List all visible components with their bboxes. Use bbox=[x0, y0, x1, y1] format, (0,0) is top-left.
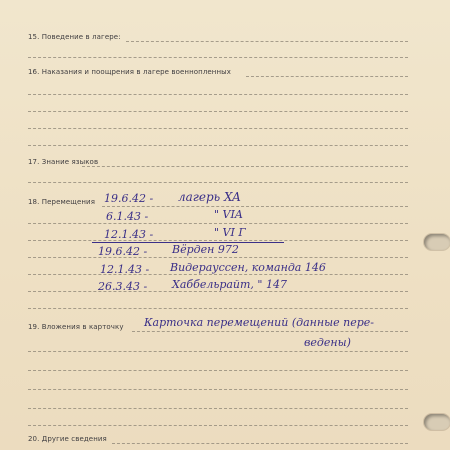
field-18-line-3 bbox=[28, 240, 408, 241]
field-20-label: 20. Другие сведения bbox=[28, 435, 107, 443]
punch-hole bbox=[424, 234, 450, 250]
movement-place: " VIA bbox=[214, 208, 243, 221]
field-18-line-2 bbox=[28, 223, 408, 224]
field-16-label: 16. Наказания и поощрения в лагере военнопленных bbox=[28, 68, 232, 76]
field-19-line-4 bbox=[28, 389, 408, 390]
field-15-line bbox=[126, 41, 408, 42]
field-18-label: 18. Перемещения bbox=[28, 198, 96, 206]
field-19-line-3 bbox=[28, 370, 408, 371]
field-17-line-2 bbox=[28, 182, 408, 183]
movement-place: лагерь XA bbox=[178, 190, 241, 204]
movement-place: Видерауссен, команда 146 bbox=[170, 261, 326, 274]
field-19-line-6 bbox=[28, 425, 408, 426]
attachment-note-line1: Карточка перемещений (данные пере- bbox=[144, 316, 374, 329]
movement-date: 12.1.43 - bbox=[104, 228, 154, 241]
movement-place: " VI Г bbox=[214, 226, 246, 239]
field-16-line-2 bbox=[28, 94, 408, 95]
attachment-note-line2: ведены) bbox=[304, 336, 351, 349]
field-19-label: 19. Вложения в карточку bbox=[28, 323, 124, 331]
field-18-line-4 bbox=[28, 257, 408, 258]
movement-date: 19.6.42 - bbox=[104, 192, 154, 205]
field-18-line-5 bbox=[28, 274, 408, 275]
field-16-line-3 bbox=[28, 111, 408, 112]
field-19-line-5 bbox=[28, 408, 408, 409]
field-17-label: 17. Знание языков bbox=[28, 158, 99, 166]
field-16-line-5 bbox=[28, 145, 408, 146]
field-15-label: 15. Поведение в лагере: bbox=[28, 33, 121, 41]
field-18-line-7 bbox=[28, 308, 408, 309]
field-16-line bbox=[246, 76, 408, 77]
movement-date: 19.6.42 - bbox=[98, 245, 148, 258]
field-19-line-2 bbox=[28, 351, 408, 352]
field-18-line-1 bbox=[102, 206, 408, 207]
field-17-line bbox=[82, 166, 408, 167]
movement-date: 26.3.43 - bbox=[98, 280, 148, 293]
movement-date: 12.1.43 - bbox=[100, 263, 150, 276]
movement-place: Вёрден 972 bbox=[172, 243, 239, 256]
field-19-line bbox=[132, 331, 408, 332]
punch-hole bbox=[424, 414, 450, 430]
movement-place: Хаббельрайт, " 147 bbox=[172, 278, 287, 291]
field-18-line-6 bbox=[28, 291, 408, 292]
field-16-line-4 bbox=[28, 128, 408, 129]
field-15-line-2 bbox=[28, 57, 408, 58]
field-20-line bbox=[112, 443, 408, 444]
movement-date: 6.1.43 - bbox=[106, 210, 149, 223]
